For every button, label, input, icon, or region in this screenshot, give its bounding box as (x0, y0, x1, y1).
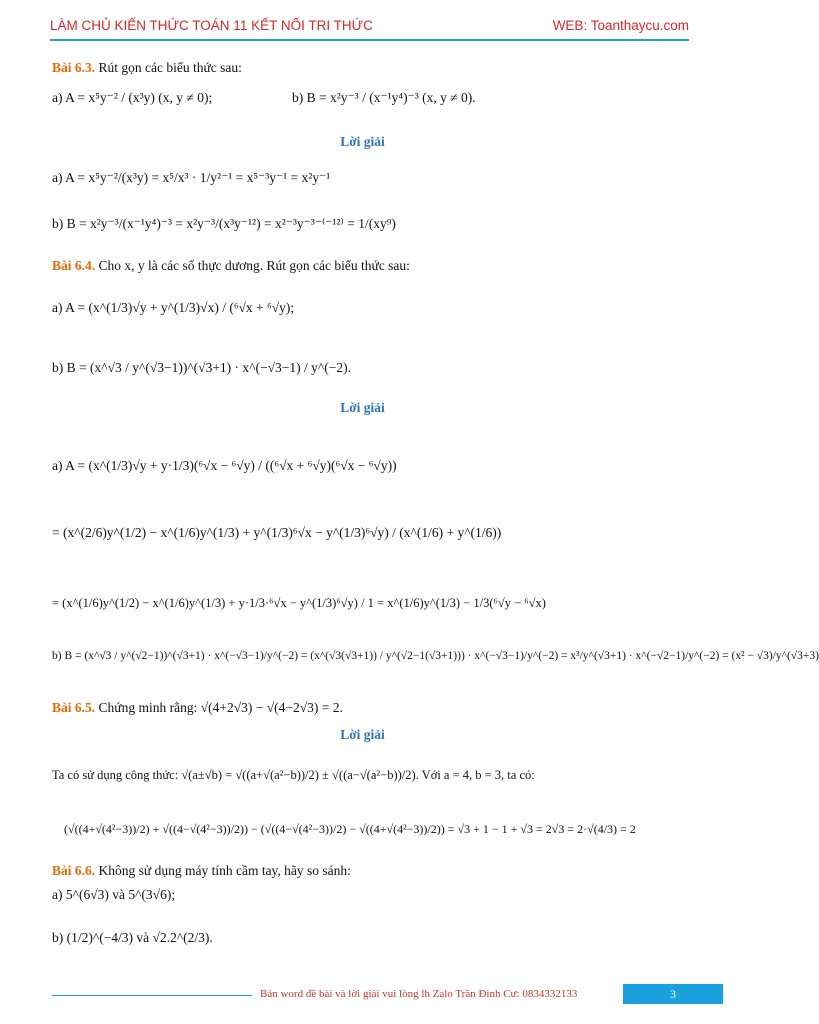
problem-6-4-b: b) B = (x^√3 / y^(√3−1))^(√3+1) · x^(−√3−1) / y^(−2). (52, 360, 351, 375)
math-expression: B = (x^√3 / y^(√3−1))^(√3+1) · x^(−√3−1) / y^(−2). (66, 360, 351, 375)
solution-6-4-a-line1: a) A = (x^(1/3)√y + y·1/3)(⁶√x − ⁶√y) / ((⁶√x + ⁶√y)(⁶√x − ⁶√y)) (52, 458, 397, 473)
problem-title: Bài 6.6. (52, 863, 96, 878)
solution-6-3-b: b) B = x²y⁻³/(x⁻¹y⁴)⁻³ = x²y⁻³/(x³y⁻¹²) = x²⁻³y⁻³⁻⁽⁻¹²⁾ = 1/(xy⁹) (52, 216, 396, 231)
math-expression: A = (x^(1/3)√y + y^(1/3)√x) / (⁶√x + ⁶√y); (65, 300, 295, 315)
math-expression: b) (1/2)^(−4/3) và √2.2^(2/3). (52, 930, 213, 945)
solution-6-3-a: a) A = x⁵y⁻²/(x³y) = x⁵/x³ · 1/y²⁻¹ = x⁵⁻³y⁻¹ = x²y⁻¹ (52, 170, 331, 185)
part-label: b) (292, 90, 304, 105)
footer-divider (52, 995, 252, 996)
math-expression: a) 5^(6√3) và 5^(3√6); (52, 887, 176, 902)
math-expression: A = x⁵y⁻²/(x³y) = x⁵/x³ · 1/y²⁻¹ = x⁵⁻³y⁻¹ = x²y⁻¹ (65, 170, 331, 185)
footer-contact: Bản word đề bài và lời giải vui lòng lh Zalo Trần Đình Cư: 0834332133 (260, 988, 578, 1000)
problem-6-3-b (292, 90, 476, 106)
solution-title: Lời giải (340, 727, 385, 742)
header-divider (50, 39, 689, 41)
math-expression: = (x^(1/6)y^(1/2) − x^(1/6)y^(1/3) + y·1/3·⁶√x − y^(1/3)⁶√y) / 1 = x^(1/6)y^(1/3) − 1/3(⁶√y − ⁶√x) (52, 596, 546, 610)
math-expression: (√((4+√(4²−3))/2) + √((4−√(4²−3))/2)) − (√((4−√(4²−3))/2) − √((4+√(4²−3))/2)) = √3 + 1 − 1 + √3 = 2√3 = 2·√(4/3) = 2 (64, 822, 636, 836)
header-title: LÀM CHỦ KIẾN THỨC TOÁN 11 KẾT NỐI TRI THỨC (50, 18, 373, 33)
page-number: 3 (623, 984, 723, 1004)
problem-title: Bài 6.4. (52, 258, 96, 273)
problem-text: Chứng minh rằng: √(4+2√3) − √(4−2√3) = 2. (98, 700, 343, 715)
solution-6-4-a-line2 (52, 525, 501, 541)
problem-title: Bài 6.3. (52, 60, 96, 75)
math-expression: A = (x^(1/3)√y + y·1/3)(⁶√x − ⁶√y) / ((⁶√x + ⁶√y)(⁶√x − ⁶√y)) (65, 458, 397, 473)
solution-6-5-line2 (64, 822, 636, 837)
problem-6-3-heading (52, 60, 242, 76)
math-expression: B = x²y⁻³/(x⁻¹y⁴)⁻³ = x²y⁻³/(x³y⁻¹²) = x²⁻³y⁻³⁻⁽⁻¹²⁾ = 1/(xy⁹) (66, 216, 396, 231)
page-header (50, 18, 689, 38)
problem-6-5-heading (52, 700, 343, 716)
solution-6-4-a-line3 (52, 596, 546, 611)
math-expression: B = (x^√3 / y^(√2−1))^(√3+1) · x^(−√3−1)/y^(−2) = (x^(√3(√3+1)) / y^(√2−1(√3+1))) · x^(−√3−1)/y^(−2) = x³/y^(√3+1) · x^(−√2−1)/y^(−2) = (x² − √3)/y^(√3+3) (64, 650, 819, 662)
problem-text: Rút gọn các biểu thức sau: (98, 60, 242, 75)
problem-title: Bài 6.5. (52, 700, 96, 715)
problem-text: Không sử dụng máy tính cầm tay, hãy so sánh: (98, 863, 351, 878)
math-expression: A = x⁵y⁻² / (x³y) (x, y ≠ 0); (65, 90, 213, 105)
math-expression: B = x²y⁻³ / (x⁻¹y⁴)⁻³ (x, y ≠ 0). (306, 90, 476, 105)
solution-title: Lời giải (340, 400, 385, 415)
problem-6-4-a: a) A = (x^(1/3)√y + y^(1/3)√x) / (⁶√x + ⁶√y); (52, 300, 295, 315)
solution-title: Lời giải (340, 134, 385, 149)
problem-6-6-heading (52, 863, 351, 879)
math-expression: Ta có sử dụng công thức: √(a±√b) = √((a+√(a²−b))/2) ± √((a−√(a²−b))/2). Với a = 4, b = 3, ta có: (52, 768, 535, 782)
solution-6-5-line1 (52, 768, 535, 783)
problem-6-4-heading (52, 258, 410, 274)
solution-6-4-b: b) B = (x^√3 / y^(√2−1))^(√3+1) · x^(−√3−1)/y^(−2) = (x^(√3(√3+1)) / y^(√2−1(√3+1))) · x^(−√3−1)/y^(−2) = x³/y^(√3+1) · x^(−√2−1)/y^(−2) = (x² − √3)/y^(√3+3) (52, 650, 819, 662)
math-expression: = (x^(2/6)y^(1/2) − x^(1/6)y^(1/3) + y^(1/3)⁶√x − y^(1/3)⁶√y) / (x^(1/6) + y^(1/6)) (52, 525, 502, 540)
part-label: a) (52, 90, 63, 105)
header-website[interactable]: WEB: Toanthaycu.com (552, 18, 689, 33)
problem-6-6-a (52, 887, 175, 903)
problem-6-6-b (52, 930, 213, 946)
problem-text: Cho x, y là các số thực dương. Rút gọn các biểu thức sau: (98, 258, 410, 273)
problem-6-3-a (52, 90, 212, 106)
